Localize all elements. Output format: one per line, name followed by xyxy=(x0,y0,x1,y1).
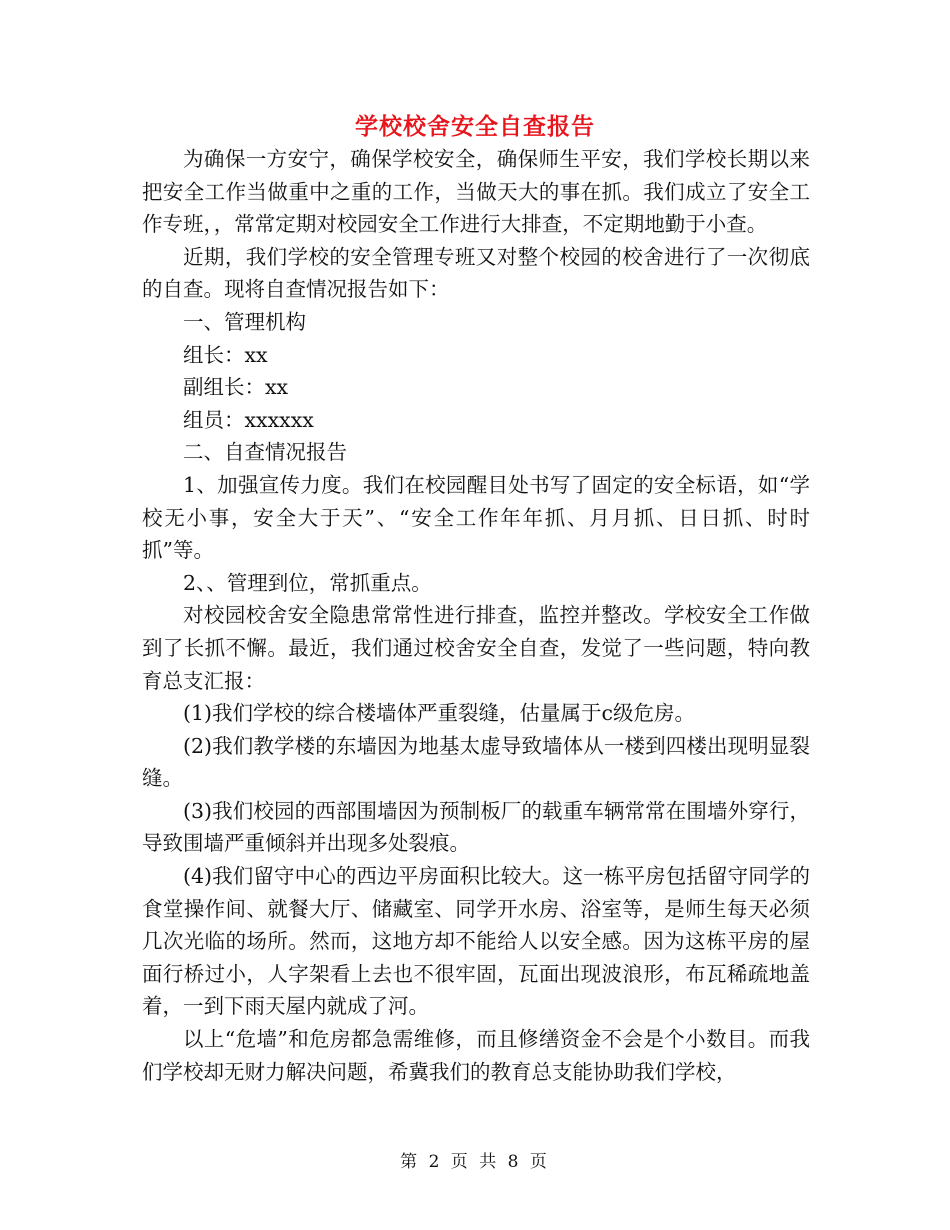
paragraph: 对校园校舍安全隐患常常性进行排查，监控并整改。学校安全工作做到了长抓不懈。最近，我们通过校舍安全自查，发觉了一些问题，特向教育总支汇报： xyxy=(142,603,810,693)
section-heading: 一、管理机构 xyxy=(183,309,306,334)
list-item: (3)我们校园的西部围墙因为预制板厂的载重车辆常常在围墙外穿行，导致围墙严重倾斜并出现多处裂痕。 xyxy=(142,798,810,856)
list-item: (1)我们学校的综合楼墙体严重裂缝，估量属于c级危房。 xyxy=(183,701,696,726)
document-body xyxy=(142,143,810,1088)
paragraph: 为确保一方安宁，确保学校安全，确保师生平安，我们学校长期以来把安全工作当做重中之重的工作，当做天大的事在抓。我们成立了安全工作专班，，常常定期对校园安全工作进行大排查，不定期地勤于小查。 xyxy=(142,147,810,237)
list-item: (2)我们教学楼的东墙因为地基太虚导致墙体从一楼到四楼出现明显裂缝。 xyxy=(142,733,810,791)
paragraph: 1、加强宣传力度。我们在校园醒目处书写了固定的安全标语，如“学校无小事，安全大于天”、“安全工作年年抓、月月抓、日日抓、时时抓”等。 xyxy=(142,472,810,563)
paragraph: 组员：xxxxxx xyxy=(183,407,314,432)
page-footer: 第 2 页 共 8 页 xyxy=(400,1152,550,1172)
list-item: (4)我们留守中心的西边平房面积比较大。这一栋平房包括留守同学的食堂操作间、就餐大厅、储藏室、同学开水房、浴室等，是师生每天必须几次光临的场所。然而，这地方却不能给人以安全感。因为这栋平房的屋面行桥过小，人字架看上去也不很牢固，瓦面出现波浪形，布瓦稀疏地盖着，一到下雨天屋内就成了河。 xyxy=(142,864,810,1019)
paragraph: 副组长：xx xyxy=(183,375,289,400)
paragraph: 2、、管理到位，常抓重点。 xyxy=(183,570,432,595)
paragraph: 近期，我们学校的安全管理专班又对整个校园的校舍进行了一次彻底的自查。现将自查情况报告如下： xyxy=(142,244,810,302)
section-heading: 二、自查情况报告 xyxy=(183,440,347,465)
paragraph: 组长：xx xyxy=(183,342,268,367)
document-title: 学校校舍安全自查报告 xyxy=(355,113,595,140)
paragraph: 以上“危墙”和危房都急需维修，而且修缮资金不会是个小数目。而我们学校却无财力解决问题，希冀我们的教育总支能协助我们学校， xyxy=(142,1027,810,1084)
